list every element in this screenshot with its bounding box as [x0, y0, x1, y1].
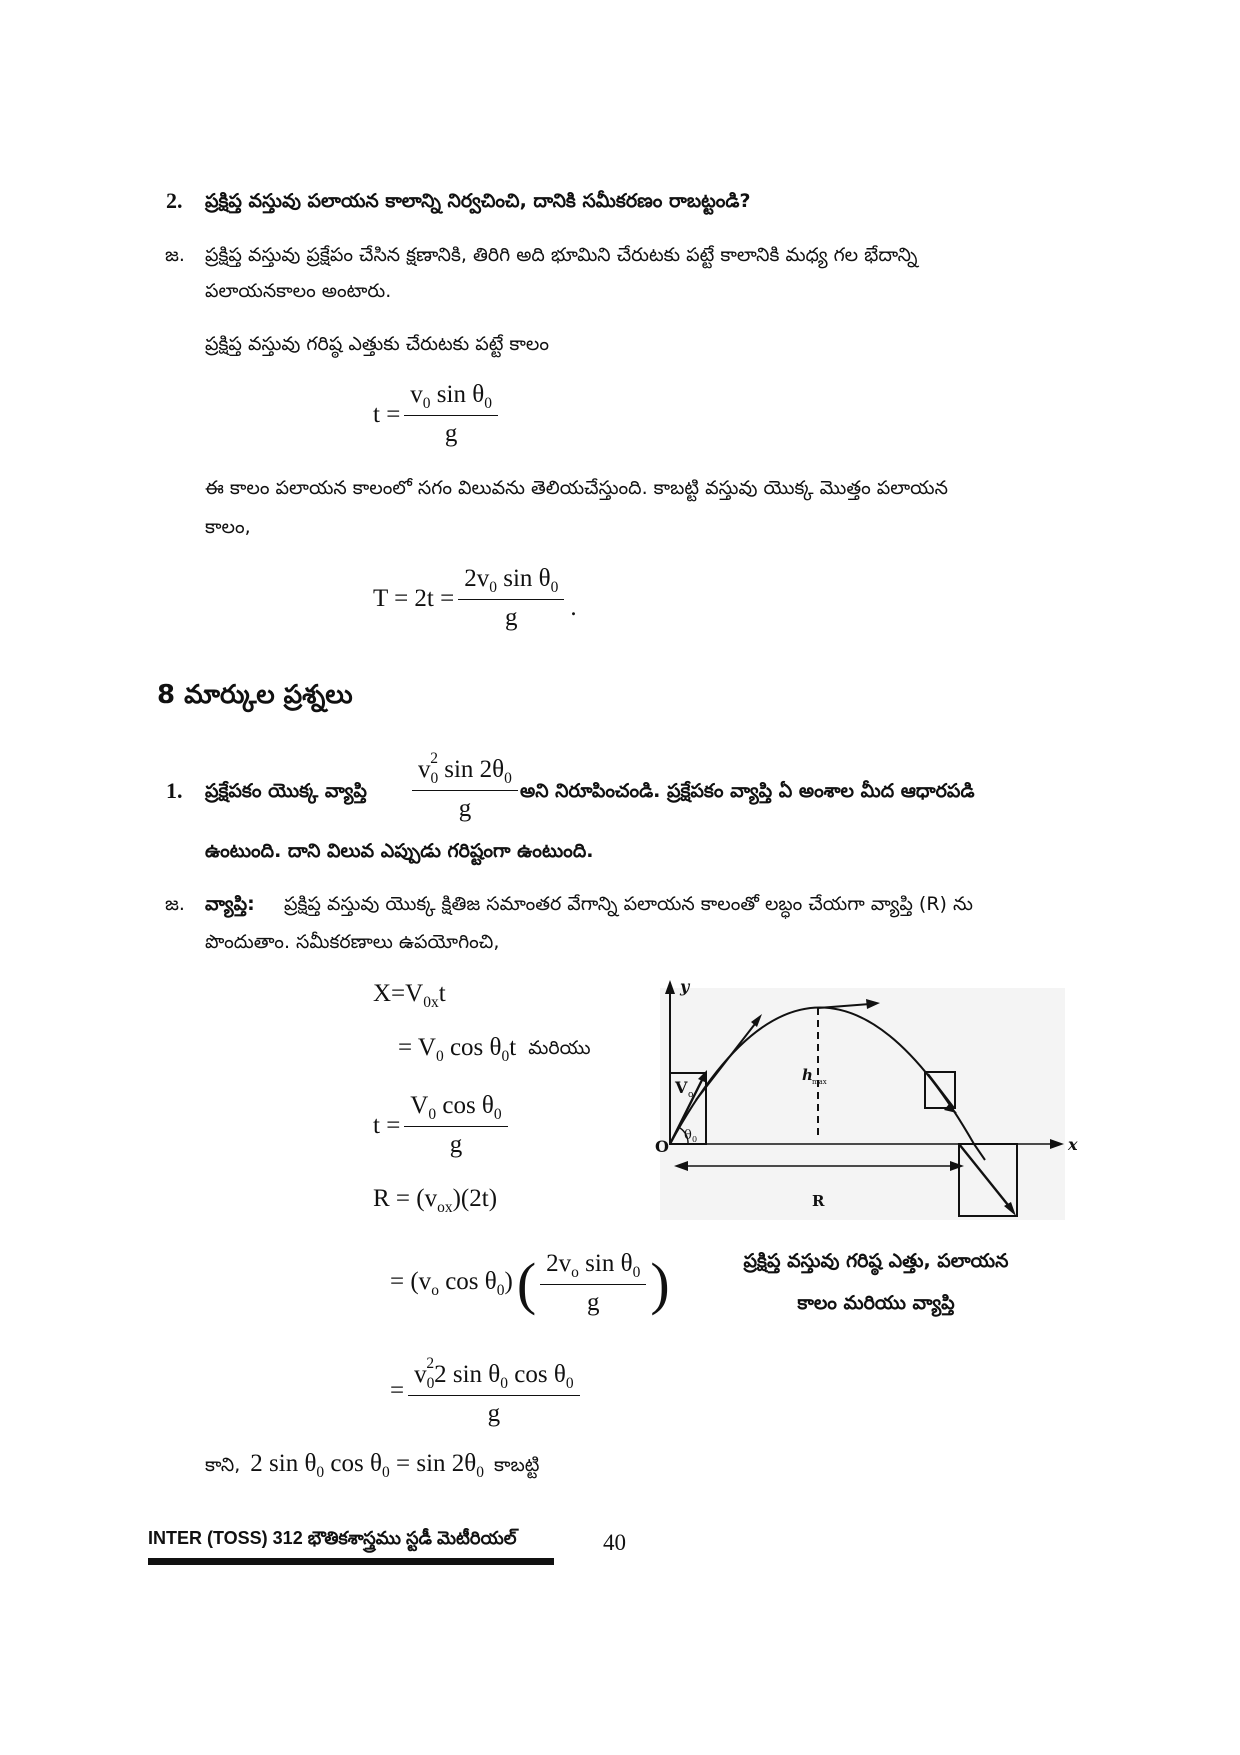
- y-axis-label: y: [680, 980, 690, 996]
- range-formula: [408, 750, 522, 823]
- equation-lhs: R =: [373, 1185, 411, 1212]
- max-height-label: h: [802, 1066, 813, 1084]
- max-height-subscript: max: [812, 1078, 827, 1086]
- equation-lhs: t =: [373, 400, 401, 428]
- equation-lhs: X=V: [373, 980, 424, 1007]
- body-text: ఈ కాలం పలాయన కాలంలో సగం విలువను తెలియచేస్తుంది. కాబట్టి వస్తువు యొక్క మొత్తం పలాయన: [205, 477, 948, 499]
- equation-x: $X=V_{0x}t$: [373, 980, 446, 1011]
- answer-marker: జ.: [165, 244, 185, 266]
- equation-t: [373, 1092, 512, 1159]
- origin-label: O: [655, 1137, 669, 1156]
- footer-rule: [148, 1558, 554, 1565]
- answer-text-line: పొందుతాం. సమీకరణాలు ఉపయోగించి,: [205, 931, 500, 953]
- question-text: అని నిరూపించండి. ప్రక్షేపకం వ్యాప్తి ఏ అంశాల మీద ఆధారపడి: [520, 780, 975, 802]
- answer-text-line: పలాయనకాలం అంటారు.: [205, 280, 392, 302]
- angle-label: θ: [684, 1128, 692, 1143]
- figure-caption: ప్రక్షిప్త వస్తువు గరిష్ఠ ఎత్తు, పలాయన: [743, 1250, 1009, 1272]
- fraction: $\frac{v_0 \sin \theta_0}{g}$: [404, 381, 498, 448]
- fraction: $\frac{V_0 \cos \theta_0}{g}$: [404, 1092, 507, 1159]
- initial-velocity-label: V: [675, 1078, 688, 1097]
- x-axis-label: x: [1068, 1135, 1078, 1154]
- equation-x-expanded: = $V_0$ $\cos \theta_0t$ మరియు: [398, 1034, 591, 1065]
- range-label: R: [812, 1192, 825, 1210]
- svg-text:0: 0: [692, 1135, 698, 1144]
- conjunction-text: మరియు: [528, 1036, 591, 1059]
- equation-time-to-max-height: [373, 381, 502, 448]
- period: .: [570, 593, 577, 621]
- denominator: g: [505, 604, 518, 631]
- fraction: $\frac{2v_o \sin \theta_0}{g}$: [540, 1250, 646, 1317]
- identity-line: కాని, 2 $\sin \theta_0$ $\cos \theta_0 = \sin 2\theta_0$ కాబట్టి: [205, 1450, 540, 1481]
- equation-r: $R = (v_{ox})(2t)$: [373, 1185, 498, 1216]
- answer-text-line: ప్రక్షిప్త వస్తువు యొక్క క్షితిజ సమాంతర వేగాన్ని పలాయన కాలంతో లబ్ధం చేయగా వ్యాప్తి (R) ను: [284, 893, 973, 915]
- body-text: ప్రక్షిప్త వస్తువు గరిష్ఠ ఎత్తుకు చేరుటకు పట్టే కాలం: [205, 333, 550, 355]
- equation-r-expanded: = $\frac{v_0^22 \sin \theta_0 \cos \theta_0}{g}$: [390, 1355, 584, 1428]
- denominator: g: [487, 1399, 501, 1427]
- question-text: ప్రక్షిప్త వస్తువు పలాయన కాలాన్ని నిర్వచించి, దానికి సమీకరణం రాబట్టండి?: [205, 190, 751, 212]
- denominator: g: [458, 794, 472, 822]
- question-text: ఉంటుంది. దాని విలువ ఎప్పుడు గరిష్టంగా ఉంటుంది.: [205, 840, 594, 862]
- footer-label: INTER (TOSS) 312 భౌతికశాస్త్రము స్టడీ మెటీరియల్: [148, 1528, 517, 1548]
- conjunction-text: కాని,: [205, 1454, 241, 1476]
- answer-text-line: ప్రక్షిప్త వస్తువు ప్రక్షేపం చేసిన క్షణానికి, తిరిగి అది భూమిని చేరుటకు పట్టే కాలానికి మధ్య గల భేదాన్ని: [205, 244, 918, 266]
- projectile-diagram: [640, 980, 1080, 1225]
- svg-text:o: o: [688, 1090, 694, 1100]
- question-number: 2.: [166, 188, 183, 213]
- equation-time-of-flight: [373, 565, 577, 632]
- equation-r-substituted: = ($v_o$ $\cos \theta_0$) ( $\frac{2v_o \sin \theta_0}{g}$ ): [390, 1250, 670, 1316]
- equation-lhs: T = 2t =: [373, 584, 455, 612]
- question-number: 1.: [166, 778, 183, 803]
- figure-caption: కాలం మరియు వ్యాప్తి: [797, 1292, 955, 1314]
- answer-marker: జ.: [165, 893, 185, 915]
- conjunction-text: కాబట్టి: [493, 1454, 540, 1476]
- denominator: g: [586, 1289, 600, 1316]
- fraction: $\frac{v_0^22 \sin \theta_0 \cos \theta_0}{g}$: [408, 1355, 579, 1428]
- answer-label: వ్యాప్తి:: [205, 893, 255, 915]
- question-text: ప్రక్షేపకం యొక్క వ్యాప్తి: [205, 780, 367, 802]
- page-number: 40: [603, 1530, 626, 1555]
- denominator: g: [444, 420, 458, 447]
- body-text: కాలం,: [205, 516, 251, 538]
- fraction: $\frac{2v_0 \sin \theta_0}{g}$: [458, 565, 564, 632]
- equation-lhs: t =: [373, 1111, 401, 1139]
- denominator: g: [449, 1131, 463, 1158]
- section-heading: 8 మార్కుల ప్రశ్నలు: [157, 680, 353, 710]
- fraction: $\frac{v_0^2 \sin 2\theta_0}{g}$: [412, 750, 518, 823]
- projectile-figure: [640, 980, 1080, 1225]
